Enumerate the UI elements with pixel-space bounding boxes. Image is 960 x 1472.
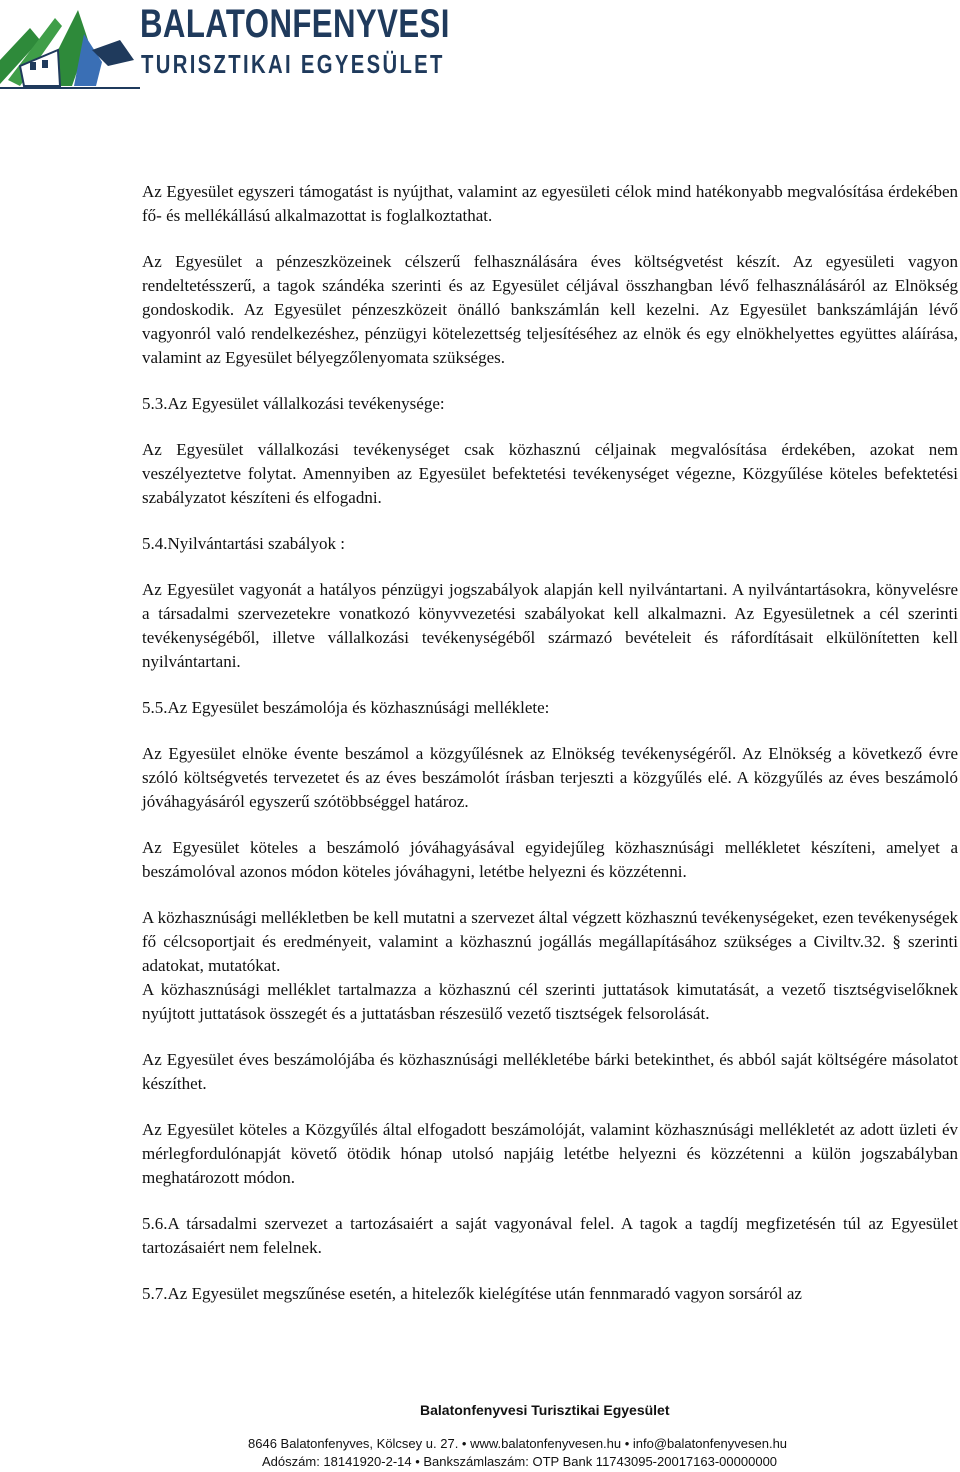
brand-name: BALATONFENYVESI [140,2,450,46]
paragraph: Az Egyesület elnöke évente beszámol a közgyűlésnek az Elnökség tevékenységéről. Az Elnökség a következő évre szóló költségvetés tervezetet és az éves beszámolót írásban terjeszti a közgyűlés elé. A közgyűlés az éves beszámoló jóváhagyásáról egyszerű szótöbbséggel határoz. [142,744,958,811]
section-heading-5-5: 5.5.Az Egyesület beszámolója és közhasznúsági melléklete: [142,698,550,717]
section-5-7: 5.7.Az Egyesület megszűnése esetén, a hitelezők kielégítése után fennmaradó vagyon sorsáról az [142,1284,802,1303]
document-body [142,180,958,1306]
footer-address: 8646 Balatonfenyves, Kölcsey u. 27. • www.balatonfenyvesen.hu • info@balatonfenyvesen.hu [248,1436,788,1451]
footer-organization: Balatonfenyvesi Turisztikai Egyesület [420,1402,670,1418]
paragraph: Az Egyesület köteles a Közgyűlés által elfogadott beszámolóját, valamint közhasznúsági mellékletét az adott üzleti év mérlegfordulónapját követő ötödik hónap utolsó napjáig letétbe helyezni és közzétenni a külön jogszabályban meghatározott módon. [142,1120,958,1187]
paragraph: Az Egyesület a pénzeszközeinek célszerű felhasználására éves költségvetést készít. Az egyesületi vagyon rendeltetésszerű, a tagok szándéka szerinti és az Egyesület céljával összhangban lévő felhasználásáról az Elnökség gondoskodik. Az Egyesület pénzeszközeit önálló bankszámlán kell kezelni. Az Egyesület bankszámláján lévő vagyonról való rendelkezéshez, pénzügyi kötelezettség teljesítéséhez az elnök és egy elnökhelyettes együttes aláírása, valamint az Egyesület bélyegzőlenyomata szükséges. [142,252,958,367]
section-heading-5-3: 5.3.Az Egyesület vállalkozási tevékenysége: [142,394,445,413]
paragraph: A közhasznúsági melléklet tartalmazza a közhasznú cél szerinti juttatások kimutatását, a vezető tisztségviselőknek nyújtott juttatások összegét és a juttatásban részesülő vezető tisztségek felsorolását. [142,980,958,1023]
association-logo-icon [0,0,140,90]
paragraph: Az Egyesület éves beszámolójába és közhasznúsági mellékletébe bárki betekinthet, és abból saját költségére másolatot készíthet. [142,1050,958,1093]
letterhead [0,0,960,90]
brand-subtitle: TURISZTIKAI EGYESÜLET [141,49,445,79]
paragraph: Az Egyesület köteles a beszámoló jóváhagyásával egyidejűleg közhasznúsági mellékletet készíteni, amelyet a beszámolóval azonos módon köteles jóváhagyni, letétbe helyezni és közzétenni. [142,838,958,881]
section-5-6: 5.6.A társadalmi szervezet a tartozásaiért a saját vagyonával felel. A tagok a tagdíj megfizetésén túl az Egyesület tartozásaiért nem felelnek. [142,1214,958,1257]
footer-tax-bank: Adószám: 18141920-2-14 • Bankszámlaszám: OTP Bank 11743095-20017163-00000000 [262,1454,778,1469]
paragraph: Az Egyesület egyszeri támogatást is nyújthat, valamint az egyesületi célok mind hatékonyabb megvalósítása érdekében fő- és mellékállású alkalmazottat is foglalkoztathat. [142,182,958,225]
paragraph: Az Egyesület vagyonát a hatályos pénzügyi jogszabályok alapján kell nyilvántartani. A nyilvántartásokra, könyvelésre a társadalmi szervezetekre vonatkozó könyvvezetési szabályokat kell alkalmazni. Az Egyesületnek a cél szerinti tevékenységéből, illetve vállalkozási tevékenységéből származó bevételeit és ráfordításait elkülönítetten kell nyilvántartani. [142,580,958,671]
paragraph: Az Egyesület vállalkozási tevékenységet csak közhasznú céljainak megvalósítása érdekében, azokat nem veszélyeztetve folytat. Amennyiben az Egyesület befektetési tevékenységet végezne, Közgyűlése köteles befektetési szabályzatot készíteni és elfogadni. [142,440,958,507]
section-heading-5-4: 5.4.Nyilvántartási szabályok : [142,534,346,553]
paragraph: A közhasznúsági mellékletben be kell mutatni a szervezet által végzett közhasznú tevékenységeket, ezen tevékenységek fő célcsoportjait és eredményeit, valamint a közhasznú jogállás megállapításához szükséges a Civiltv.32. § szerinti adatokat, mutatókat. [142,908,958,975]
